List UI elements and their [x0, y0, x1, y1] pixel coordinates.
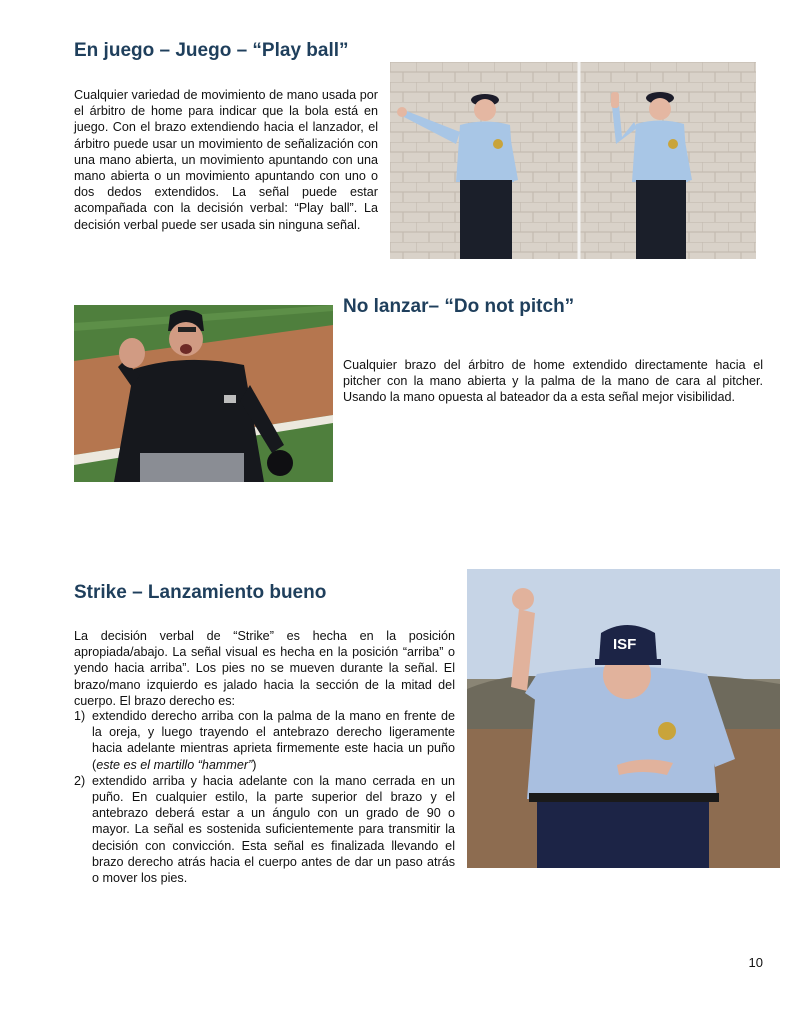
list-item — [74, 773, 455, 886]
photo-play-ball-signals — [390, 62, 756, 259]
section-body-do-not-pitch: Cualquier brazo del árbitro de home extendido directamente hacia el pitcher con la mano abierta y la palma de la mano de cara al pitcher. Usando la mano opuesta al bateador da a esta señal mejor visibilidad. — [343, 358, 763, 405]
photo-strike-signal — [467, 569, 780, 868]
section-body-play-ball: Cualquier variedad de movimiento de mano usada por el árbitro de home para indicar que la bola está en juego. Con el brazo extendiendo hacia el lanzador, el árbitro puede usar un movimiento de señalización con una mano abierta, un movimiento apuntando con una mano abierta o un movimiento apuntando con uno o dos dedos extendidos. La señal puede estar acompañada con la decisión verbal: “Play ball”. La decisión verbal puede ser usada sin ninguna señal. — [74, 88, 378, 232]
page-number: 10 — [748, 955, 763, 970]
list-item-number: 2) — [74, 773, 86, 788]
photo-do-not-pitch-signal — [74, 305, 333, 482]
list-item-closing: ) — [252, 757, 257, 772]
section-heading-play-ball: En juego – Juego – “Play ball” — [74, 40, 349, 61]
list-item-text: extendido derecho arriba con la palma de la mano en frente de la oreja, y luego trayendo el antebrazo derecho ligeramente hacia adelante mientras aprieta firmemente este hacia un puño ( — [92, 709, 455, 772]
list-item-italic: este es el martillo “hammer” — [96, 757, 253, 772]
list-item — [74, 708, 455, 773]
list-item-text: extendido arriba y hacia adelante con la mano cerrada en un puño. En cualquier estilo, la parte superior del brazo y el antebrazo deberá estar a un ángulo con un grado de 90 o mayor. La señal es sostenida suficientemente para transmitir la decisión con convicción. Esta señal es finalizada llevando el brazo derecho atrás hacia el cuerpo antes de dar un paso atrás o mover los pies. — [92, 773, 455, 886]
section-body-strike: La decisión verbal de “Strike” es hecha en la posición apropiada/abajo. La señal visual es hecha en la posición “arriba” o yendo hacia arriba”. Los pies no se mueven durante la señal. El brazo/mano izquierdo es jalado hacia la sección de la mitad del cuerpo. El brazo derecho es: — [74, 629, 455, 708]
section-heading-strike: Strike – Lanzamiento bueno — [74, 582, 327, 603]
section-heading-do-not-pitch: No lanzar– “Do not pitch” — [343, 296, 575, 317]
list-item-number: 1) — [74, 709, 86, 723]
strike-signal-list — [74, 708, 455, 886]
cap-logo-text: ISF — [613, 636, 637, 653]
